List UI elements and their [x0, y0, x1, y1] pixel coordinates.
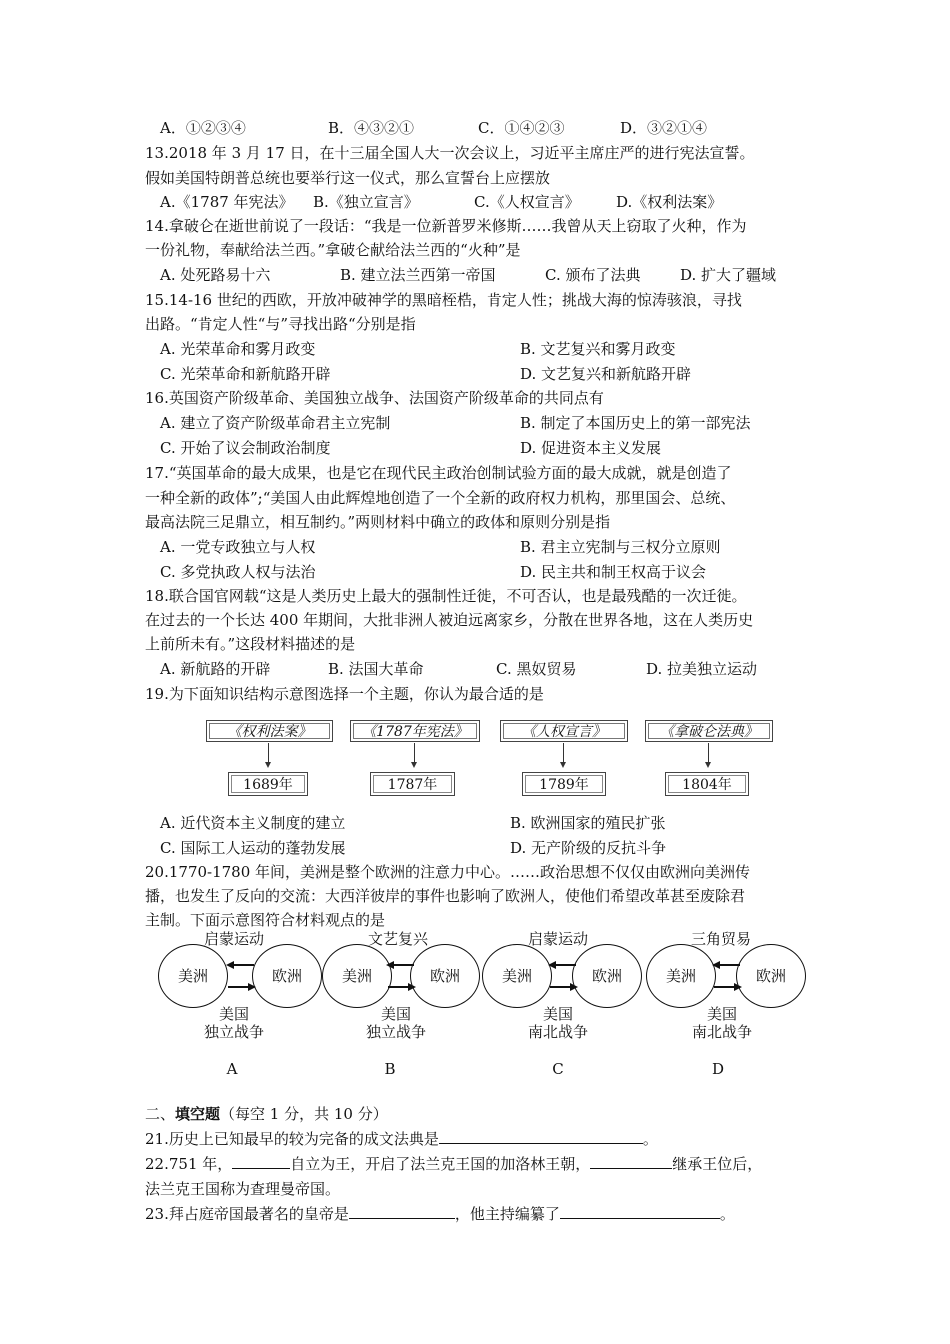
q17-line2: 一种全新的政体”;“美国人由此辉煌地创造了一个全新的政府权力机构，那里国会、总统、 [145, 489, 736, 507]
q18-option-c: C. 黑奴贸易 [496, 660, 577, 678]
q15-option-a: A. 光荣革命和雾月政变 [160, 340, 316, 358]
q19-connector-4 [708, 743, 709, 763]
q15-option-c: C. 光荣革命和新航路开辟 [160, 365, 331, 383]
section2-title: 填空题 [175, 1105, 221, 1123]
q18-line3: 上前所未有。”这段材料描述的是 [145, 635, 356, 653]
q18-option-b: B. 法国大革命 [328, 660, 424, 678]
q19-doc-box-1: 《权利法案》 [206, 720, 333, 742]
q14-line1: 14.拿破仑在逝世前说了一段话：“我是一位新普罗米修斯……我曾从天上窃取了火种，作为 [145, 217, 747, 235]
q16-option-c: C. 开始了议会制政治制度 [160, 439, 331, 457]
q16-line1: 16.英国资产阶级革命、美国独立战争、法国资产阶级革命的共同点有 [145, 389, 604, 407]
q22-line2: 法兰克王国称为查理曼帝国。 [145, 1180, 341, 1198]
q20-diagram-top-label: 三角贸易 [690, 930, 751, 948]
q22-text-mid: 自立为王，开启了法兰克王国的加洛林王朝， [290, 1155, 591, 1173]
q19-arrow-2 [411, 762, 417, 768]
q17-option-d: D. 民主共和制王权高于议会 [520, 563, 707, 581]
q20-line1: 20.1770-1780 年间，美洲是整个欧洲的注意力中心。……政治思想不仅仅由欧洲向美洲传 [145, 863, 751, 881]
q12-option-d: D．③②①④ [620, 119, 708, 137]
q19-option-c: C. 国际工人运动的蓬勃发展 [160, 839, 346, 857]
q23-text-end: 。 [719, 1205, 735, 1223]
q20-diagram-bottom-label-1: 美国 [542, 1005, 573, 1023]
q20-diagram-top-label: 启蒙运动 [527, 930, 588, 948]
q20-diagram-bottom-label-1: 美国 [706, 1005, 737, 1023]
q20-diagram-europe-circle: 欧洲 [252, 944, 322, 1008]
q20-diagram-bottom-label-1: 美国 [380, 1005, 411, 1023]
q16-option-d: D. 促进资本主义发展 [520, 439, 662, 457]
q22-blank-2[interactable] [590, 1154, 672, 1169]
q22-text-end: 继承王位后， [672, 1155, 763, 1173]
q15-option-b: B. 文艺复兴和雾月政变 [520, 340, 676, 358]
section2-number: 二、 [145, 1105, 176, 1123]
q19-line1: 19.为下面知识结构示意图选择一个主题，你认为最合适的是 [145, 685, 544, 703]
q20-diagram-america-circle: 美洲 [482, 944, 552, 1008]
q20-line3: 主制。下面示意图符合材料观点的是 [145, 911, 386, 929]
q20-diagram-letter: B [384, 1060, 396, 1078]
q16-option-b: B. 制定了本国历史上的第一部宪法 [520, 414, 751, 432]
q23-blank-2[interactable] [560, 1204, 720, 1219]
q19-arrow-4 [705, 762, 711, 768]
q19-doc-box-2: 《1787年宪法》 [350, 720, 480, 742]
q13-line1: 13.2018 年 3 月 17 日，在十三届全国人大一次会议上，习近平主席庄严的进行宪法宣誓。 [145, 144, 755, 162]
q19-connector-2 [414, 743, 415, 763]
q21-blank[interactable] [439, 1129, 643, 1144]
q18-option-d: D. 拉美独立运动 [646, 660, 758, 678]
q23-blank-1[interactable] [349, 1204, 455, 1219]
q23-line [145, 1204, 735, 1224]
q14-line2: 一份礼物，奉献给法兰西。”拿破仑献给法兰西的“火种”是 [145, 241, 521, 259]
q19-option-b: B. 欧洲国家的殖民扩张 [510, 814, 666, 832]
q19-year-box-3: 1789年 [522, 772, 606, 796]
q21-end: 。 [642, 1130, 658, 1148]
q20-diagram-america-circle: 美洲 [158, 944, 228, 1008]
q19-year-box-1: 1689年 [228, 772, 308, 796]
q20-line2: 播，也发生了反向的交流：大西洋彼岸的事件也影响了欧洲人，使他们希望改革甚至废除君 [145, 887, 746, 905]
q20-diagram-arrows [548, 955, 578, 997]
q20-diagram-letter: A [226, 1060, 238, 1078]
q16-option-a: A. 建立了资产阶级革命君主立宪制 [160, 414, 391, 432]
q19-arrow-1 [265, 762, 271, 768]
q17-line1: 17.“英国革命的最大成果，也是它在现代民主政治创制试验方面的最大成就，就是创造了 [145, 464, 732, 482]
q20-diagram-arrows [712, 955, 742, 997]
q14-option-c: C. 颁布了法典 [545, 266, 641, 284]
q14-option-a: A. 处死路易十六 [160, 266, 271, 284]
q15-option-d: D. 文艺复兴和新航路开辟 [520, 365, 692, 383]
q20-diagram-bottom-label-2: 南北战争 [691, 1023, 752, 1041]
q15-line1: 15.14-16 世纪的西欧，开放冲破神学的黑暗桎梏，肯定人性；挑战大海的惊涛骇浪，寻找 [145, 291, 742, 309]
q20-diagram-letter: D [711, 1060, 725, 1078]
q22-text-start: 22.751 年， [145, 1155, 233, 1173]
q20-diagram-america-circle: 美洲 [322, 944, 392, 1008]
q23-text-start: 23.拜占庭帝国最著名的皇帝是 [145, 1205, 349, 1223]
section2-note: （每空 1 分，共 10 分） [220, 1105, 388, 1123]
q19-year-box-4: 1804年 [665, 772, 749, 796]
q18-line1: 18.联合国官网载“这是人类历史上最大的强制性迁徙，不可否认，也是最残酷的一次迁徙。 [145, 587, 747, 605]
q19-option-d: D. 无产阶级的反抗斗争 [510, 839, 667, 857]
q17-option-b: B. 君主立宪制与三权分立原则 [520, 538, 721, 556]
q22-line1 [145, 1154, 762, 1174]
q12-option-b: B．④③②① [328, 119, 415, 137]
q13-line2: 假如美国特朗普总统也要举行这一仪式，那么宣誓台上应摆放 [145, 169, 551, 187]
q13-option-a: A.《1787 年宪法》 [160, 193, 294, 211]
q17-option-c: C. 多党执政人权与法治 [160, 563, 316, 581]
q20-diagram-bottom-label-1: 美国 [218, 1005, 249, 1023]
q21-text: 21.历史上已知最早的较为完备的成文法典是 [145, 1130, 439, 1148]
q18-option-a: A. 新航路的开辟 [160, 660, 271, 678]
q20-diagram-bottom-label-2: 南北战争 [527, 1023, 588, 1041]
q20-diagram-europe-circle: 欧洲 [736, 944, 806, 1008]
q20-diagram-top-label: 文艺复兴 [367, 930, 428, 948]
q19-option-a: A. 近代资本主义制度的建立 [160, 814, 346, 832]
q20-diagram-letter: C [552, 1060, 564, 1078]
q19-connector-3 [563, 743, 564, 763]
section2-heading [145, 1104, 388, 1124]
q19-year-box-2: 1787年 [370, 772, 455, 796]
q17-line3: 最高法院三足鼎立，相互制约。”两则材料中确立的政体和原则分别是指 [145, 513, 611, 531]
q13-option-c: C.《人权宣言》 [474, 193, 580, 211]
q14-option-b: B. 建立法兰西第一帝国 [340, 266, 496, 284]
q18-line2: 在过去的一个长达 400 年期间，大批非洲人被迫远离家乡，分散在世界各地，这在人类历史 [145, 611, 754, 629]
q15-line2: 出路。“肯定人性“与”寻找出路“分别是指 [145, 315, 416, 333]
q20-diagram-america-circle: 美洲 [646, 944, 716, 1008]
q20-diagram-top-label: 启蒙运动 [203, 930, 264, 948]
q19-doc-box-3: 《人权宣言》 [500, 720, 628, 742]
q13-option-b: B.《独立宣言》 [313, 193, 419, 211]
q12-option-a: A．①②③④ [160, 119, 246, 137]
q20-diagram-europe-circle: 欧洲 [572, 944, 642, 1008]
q14-option-d: D. 扩大了疆域 [680, 266, 777, 284]
q19-doc-box-4: 《拿破仑法典》 [645, 720, 773, 742]
q20-diagram-arrows [386, 955, 416, 997]
q21-line [145, 1129, 658, 1149]
q20-diagram-europe-circle: 欧洲 [410, 944, 480, 1008]
q13-option-d: D.《权利法案》 [616, 193, 723, 211]
q19-arrow-3 [560, 762, 566, 768]
q23-text-mid: ，他主持编纂了 [454, 1205, 560, 1223]
q19-connector-1 [268, 743, 269, 763]
q20-diagram-arrows [226, 955, 256, 997]
q20-diagram-bottom-label-2: 独立战争 [203, 1023, 264, 1041]
q17-option-a: A. 一党专政独立与人权 [160, 538, 316, 556]
q20-diagram-bottom-label-2: 独立战争 [365, 1023, 426, 1041]
q12-option-c: C．①④②③ [478, 119, 565, 137]
q22-blank-1[interactable] [232, 1154, 290, 1169]
